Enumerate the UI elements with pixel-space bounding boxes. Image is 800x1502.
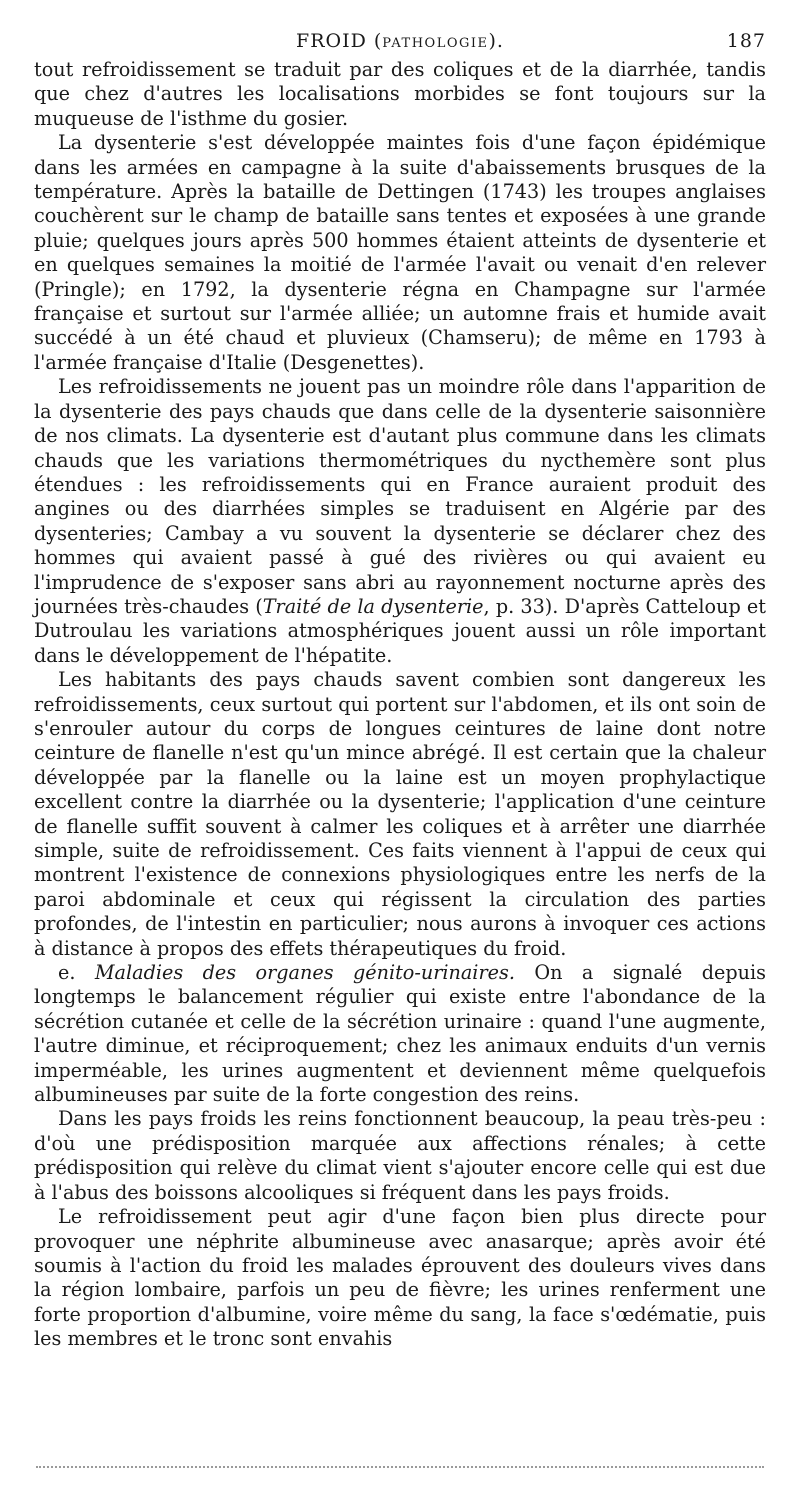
paragraph-3-italic-title: Traité de la dysenterie [262,594,484,618]
running-header [34,28,766,58]
paragraph-6: Dans les pays froids les reins fonctionnent beaucoup, la peau très-peu : d'où une prédisposition marquée aux affections rénales; à cette prédisposition qui relève du climat vient s'ajouter encore celle qui est due à l'abus des boissons alcooliques si fréquent dans les pays froids. [34,1107,766,1204]
body-text [34,58,766,1352]
section-label: e. [58,961,76,985]
paragraph-2: La dysenterie s'est développée maintes fois d'une façon épidémique dans les armées en campagne à la suite d'abaissements brusques de la température. Après la bataille de Dettingen (1743) les troupes anglaises couchèrent sur le champ de bataille sans tentes et exposées à une grande pluie; quelques jours après 500 hommes étaient atteints de dysenterie et en quelques semaines la moitié de l'armée l'avait ou venait d'en relever (Pringle); en 1792, la dysenterie régna en Champagne sur l'armée française et surtout sur l'armée alliée; un automne frais et humide avait succédé à un été chaud et pluvieux (Chamseru); de même en 1793 à l'armée française d'Italie (Desgenettes). [34,131,766,374]
paragraph-7: Le refroidissement peut agir d'une façon bien plus directe pour provoquer une néphrite albumineuse avec anasarque; après avoir été soumis à l'action du froid les malades éprouvent des douleurs vives dans la région lombaire, parfois un peu de fièvre; les urines renferment une forte proportion d'albumine, voire même du sang, la face s'œdématie, puis les membres et le tronc sont envahis [34,1205,766,1351]
page-number: 187 [726,30,766,52]
paragraph-3 [34,375,766,668]
paragraph-1: tout refroidissement se traduit par des coliques et de la diarrhée, tandis que chez d'autres les localisations morbides se font toujours sur la muqueuse de l'isthme du gosier. [34,58,766,130]
title-main: FROID ( [296,30,383,52]
paragraph-3-text-before: Les refroidissements ne jouent pas un moindre rôle dans l'apparition de la dysenterie des pays chauds que dans celle de la dysenterie saisonnière de nos climats. La dysenterie est d'autant plus commune dans les climats chauds que les variations thermométriques du nycthemère sont plus étendues : les refroidissements qui en France auraient produit des angines ou des diarrhées simples se traduisent en Algérie par des dysenteries; Cambay a vu souvent la dysenterie se déclarer chez des hommes qui avaient passé à gué des rivières ou qui avaient eu l'imprudence de s'exposer sans abri au rayonnement nocturne après des journées très-chaudes ( [34,375,766,618]
title-small-caps: PATHOLOGIE [382,36,489,51]
paragraph-5-text: On a signalé depuis longtemps le balancement régulier qui existe entre l'abondance de la sécrétion cutanée et celle de la sécrétion urinaire : quand l'une augmente, l'autre diminue, et réciproquement; chez les animaux enduits d'un vernis imperméable, les urines augmentent et deviennent même quelquefois albumineuses par suite de la forte congestion des reins. [34,961,766,1107]
paragraph-4: Les habitants des pays chauds savent combien sont dangereux les refroidissements, ceux surtout qui portent sur l'abdomen, et ils ont soin de s'enrouler autour du corps de longues ceintures de laine dont notre ceinture de flanelle n'est qu'un mince abrégé. Il est certain que la chaleur développée par la flanelle ou la laine est un moyen prophylactique excellent contre la diarrhée ou la dysenterie; l'application d'une ceinture de flanelle suffit souvent à calmer les coliques et à arrêter une diarrhée simple, suite de refroidissement. Ces faits viennent à l'appui de ceux qui montrent l'existence de connexions physiologiques entre les nerfs de la paroi abdominale et ceux qui régissent la circulation des parties profondes, de l'intestin en particulier; nous aurons à invoquer ces actions à distance à propos des effets thérapeutiques du froid. [34,668,766,960]
paragraph-3-text-after: , p. 33). D'après Catteloup et Dutroulau les variations atmosphériques jouent aussi un rôle important dans le développement de l'hépatite. [34,594,766,667]
section-heading: Maladies des organes génito-urinaires. [94,961,515,985]
running-title [34,30,766,52]
title-end: ). [488,30,504,52]
document-page [34,28,766,1352]
paragraph-5 [34,961,766,1107]
footer-dotted-rule [36,1466,764,1468]
